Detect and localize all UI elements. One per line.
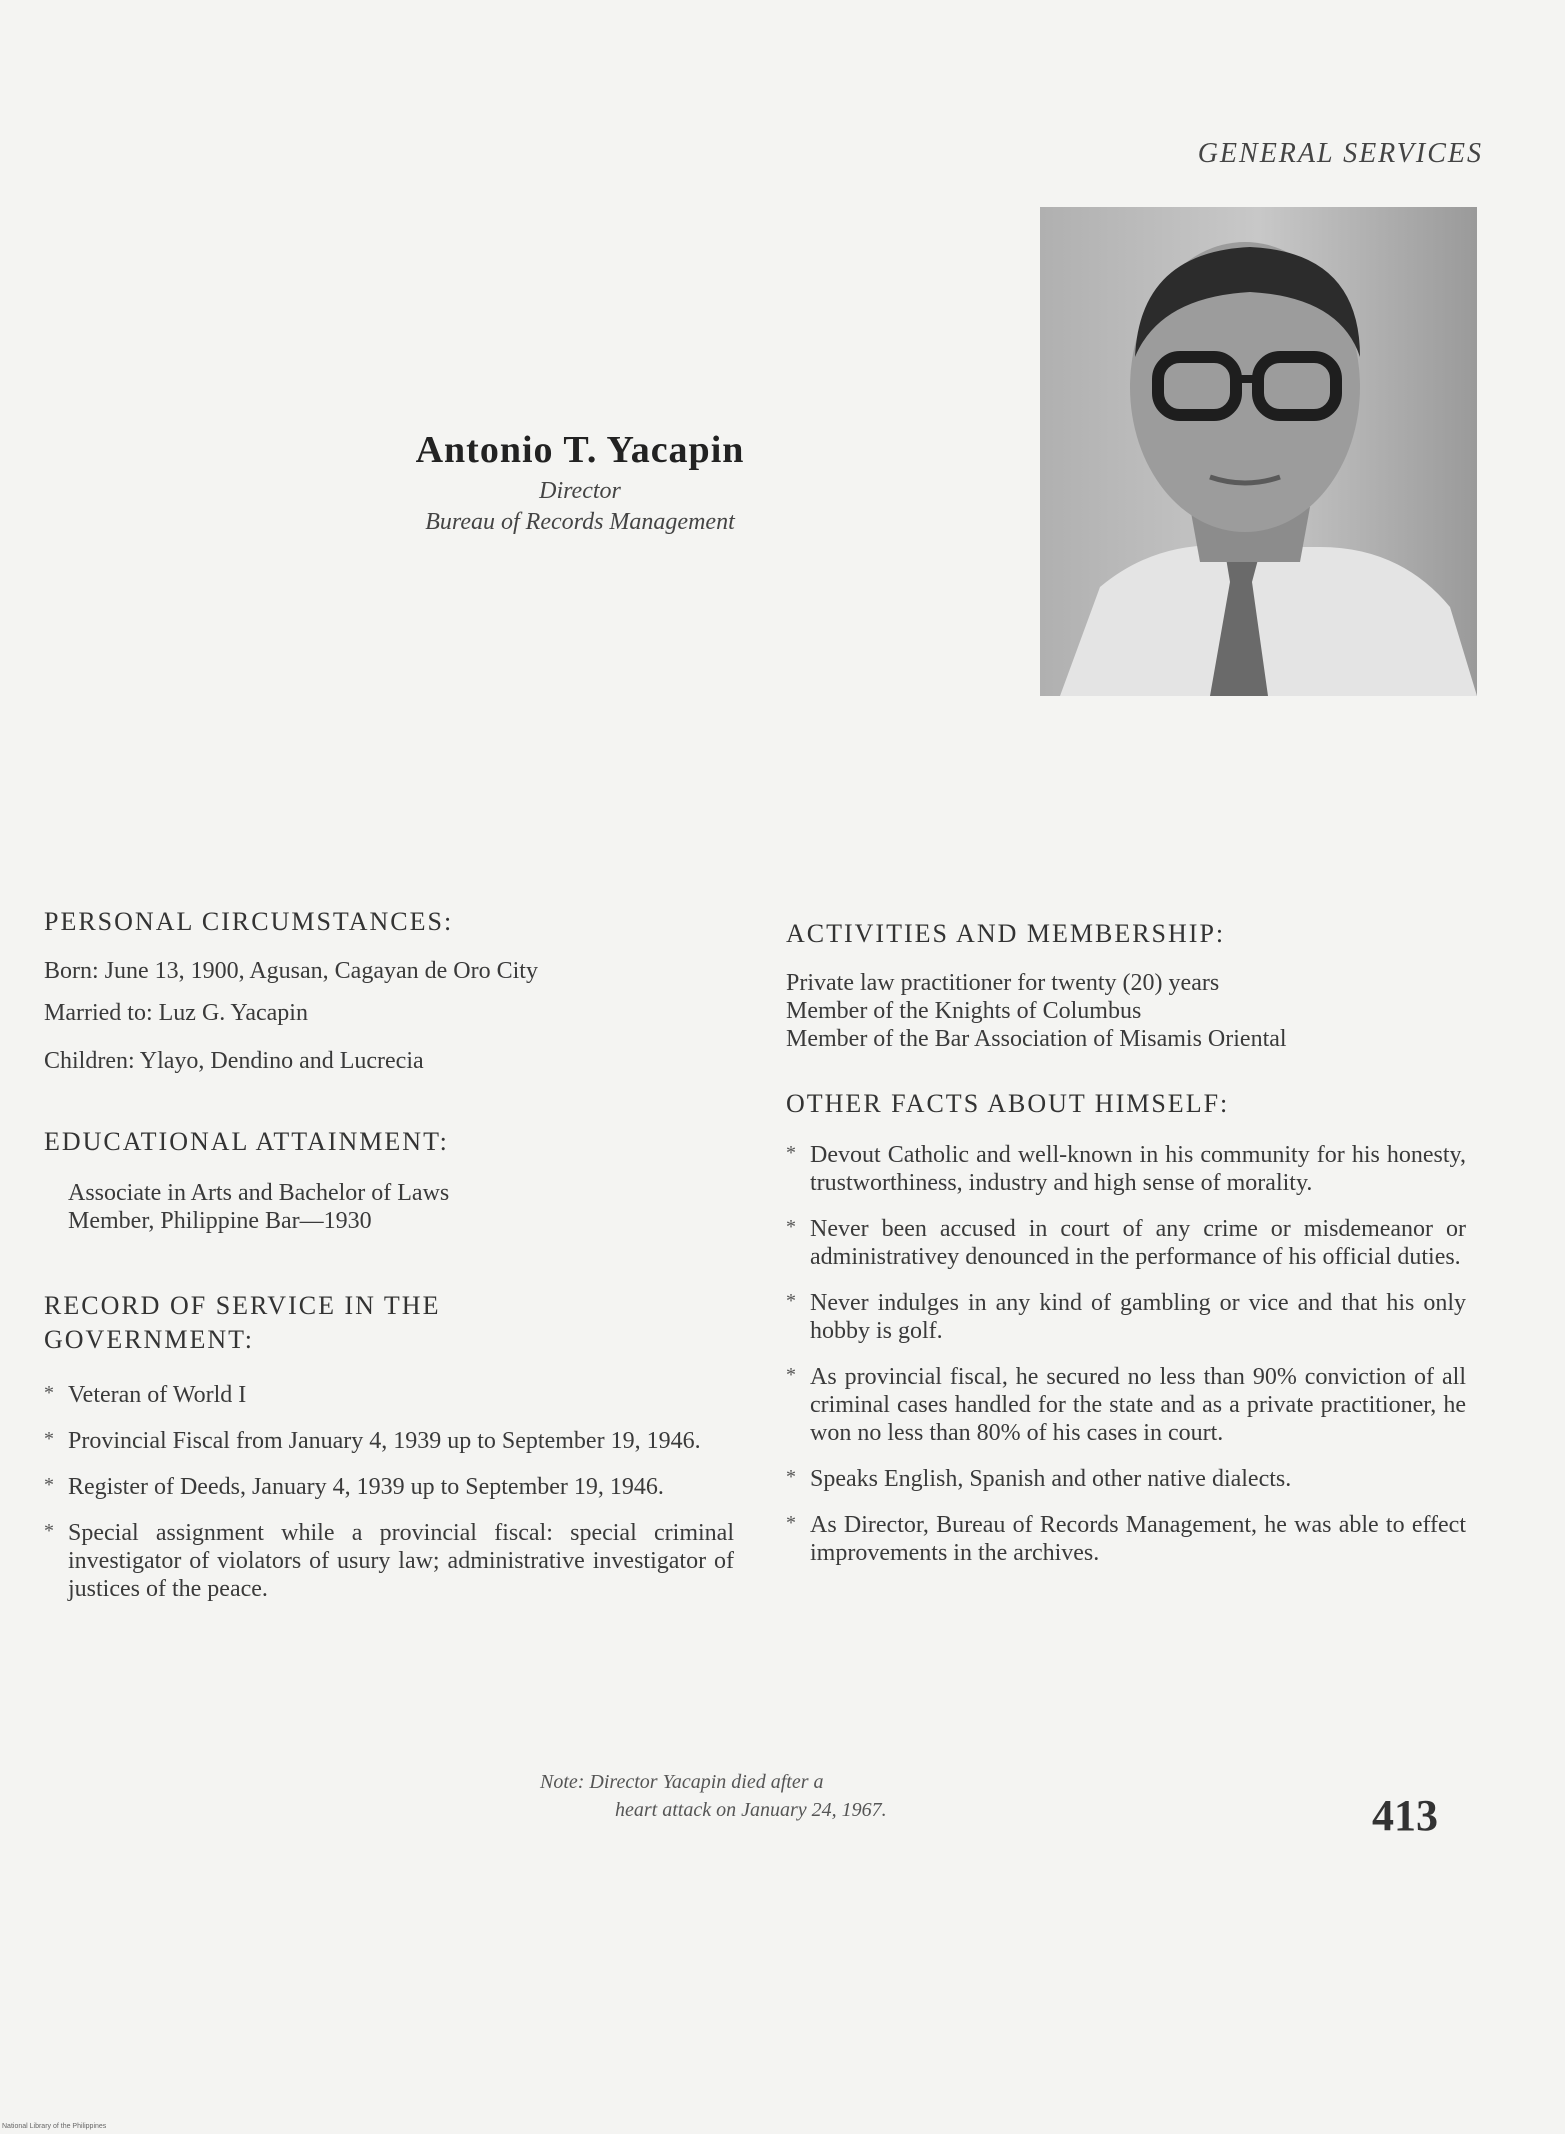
born-line: Born: June 13, 1900, Agusan, Cagayan de Oro City [44,958,538,984]
footer-credit: National Library of the Philippines [2,2123,107,2130]
section-header: GENERAL SERVICES [1197,138,1483,169]
person-title: Director [539,478,621,504]
fact-item: * Never indulges in any kind of gambling or vice and that his only hobby is golf. [786,1289,1466,1345]
profile-name-block [330,428,830,536]
education-line: Associate in Arts and Bachelor of Laws [68,1180,450,1206]
activity-line: Member of the Knights of Columbus [786,998,1142,1024]
service-item: * Veteran of World I [44,1381,734,1409]
facts-list [786,1141,1466,1567]
married-line: Married to: Luz G. Yacapin [44,1000,308,1026]
activity-line: Member of the Bar Association of Misamis Oriental [786,1026,1287,1052]
activities-list [786,969,1466,1053]
service-list [44,1381,734,1603]
activity-line: Private law practitioner for twenty (20) years [786,970,1220,996]
note-line-2: heart attack on January 24, 1967. [615,1799,887,1821]
fact-item: * Devout Catholic and well-known in his community for his honesty, trustworthiness, industry and high sense of morality. [786,1141,1466,1197]
education-line: Member, Philippine Bar—1930 [68,1208,372,1234]
education-heading: EDUCATIONAL ATTAINMENT: [44,1127,449,1156]
note-line-1: Note: Director Yacapin died after a [540,1771,824,1793]
personal-heading: PERSONAL CIRCUMSTANCES: [44,907,454,936]
service-heading-line-1: RECORD OF SERVICE IN THE [44,1291,441,1320]
portrait-image [1040,207,1477,696]
right-column [786,917,1466,1585]
service-heading [44,1289,734,1357]
page-number: 413 [1372,1791,1438,1840]
service-item: * Provincial Fiscal from January 4, 1939 up to September 19, 1946. [44,1427,734,1455]
person-department: Bureau of Records Management [425,509,735,535]
left-column [44,905,734,1621]
portrait-photo [1040,207,1477,696]
note [540,1768,887,1824]
activities-heading: ACTIVITIES AND MEMBERSHIP: [786,919,1226,948]
fact-item: * Never been accused in court of any crime or misdemeanor or administrativey denounced in the performance of his official duties. [786,1215,1466,1271]
fact-item: * As provincial fiscal, he secured no less than 90% conviction of all criminal cases handled for the state and as a private practitioner, he won no less than 80% of his cases in court. [786,1363,1466,1447]
children-line: Children: Ylayo, Dendino and Lucrecia [44,1048,424,1074]
fact-item: * Speaks English, Spanish and other native dialects. [786,1465,1466,1493]
service-heading-line-2: GOVERNMENT: [44,1325,254,1354]
education-list [44,1179,734,1235]
service-item: * Special assignment while a provincial fiscal: special criminal investigator of violators of usury law; administrative investigator of justices of the peace. [44,1519,734,1603]
fact-item: * As Director, Bureau of Records Management, he was able to effect improvements in the archives. [786,1511,1466,1567]
person-name: Antonio T. Yacapin [415,429,745,471]
service-item: * Register of Deeds, January 4, 1939 up to September 19, 1946. [44,1473,734,1501]
facts-heading: OTHER FACTS ABOUT HIMSELF: [786,1089,1230,1118]
